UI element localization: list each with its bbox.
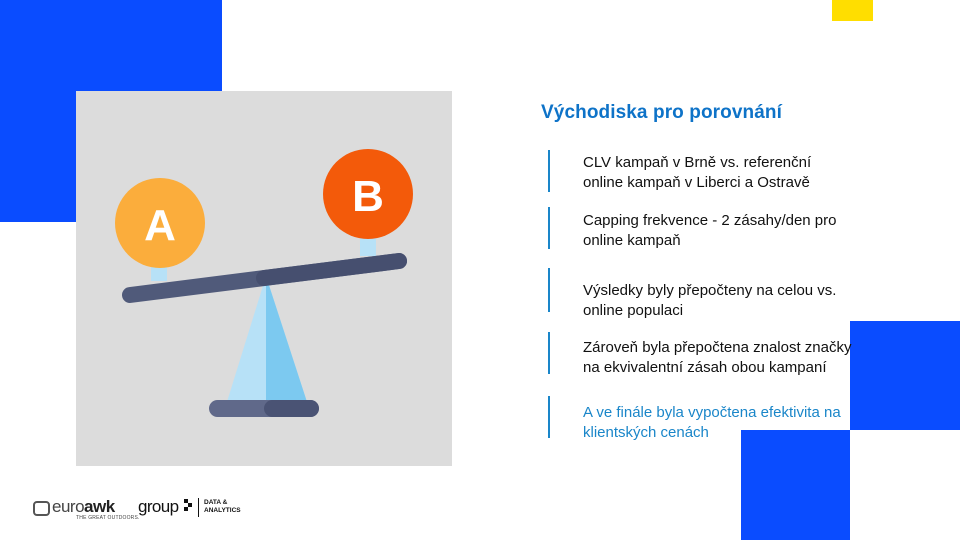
bullet-bar: [548, 150, 550, 192]
group-mark-icon-part: [188, 503, 192, 507]
group-tag-line1: DATA &: [204, 499, 228, 506]
scale-base-shade: [264, 400, 319, 417]
bullet-bar: [548, 268, 550, 312]
group-logo-divider: [198, 498, 199, 517]
euroawk-tagline: THE GREAT OUTDOORS.: [76, 515, 140, 521]
balance-scale-illustration: [76, 91, 452, 466]
euroawk-wordmark: euroawk: [52, 497, 115, 516]
blue-square-bottom: [741, 430, 850, 540]
bullet-text: A ve finále byla vypočtena efektivita na klientských cenách: [583, 404, 841, 441]
balance-scale-icon: [76, 91, 452, 466]
slide-title: Východiska pro porovnání: [541, 102, 783, 123]
group-mark-icon-part: [184, 507, 188, 511]
scale-beam-shade: [264, 261, 399, 278]
bullet-text: Capping frekvence - 2 zásahy/den pro online kampaň: [583, 212, 837, 249]
group-tag-line2: ANALYTICS: [204, 506, 241, 514]
bullet-bar: [548, 207, 550, 249]
group-logo-tag: [204, 499, 241, 514]
ball-b-label: B: [352, 172, 384, 221]
bullet-text: Výsledky byly přepočteny na celou vs. online populaci: [583, 282, 837, 319]
euroawk-mark-icon: [33, 501, 50, 516]
ball-a-label: A: [144, 201, 176, 250]
blue-square-right: [850, 321, 960, 430]
bullet-bar: [548, 332, 550, 374]
fulcrum-right: [266, 276, 308, 405]
group-wordmark: group: [138, 497, 179, 516]
yellow-accent-top: [832, 0, 873, 21]
bullet-text: Zároveň byla přepočtena znalost značky na ekvivalentní zásah obou kampaní: [583, 339, 852, 376]
bullet-bar: [548, 396, 550, 438]
bullet-text: CLV kampaň v Brně vs. referenční online kampaň v Liberci a Ostravě: [583, 154, 812, 191]
